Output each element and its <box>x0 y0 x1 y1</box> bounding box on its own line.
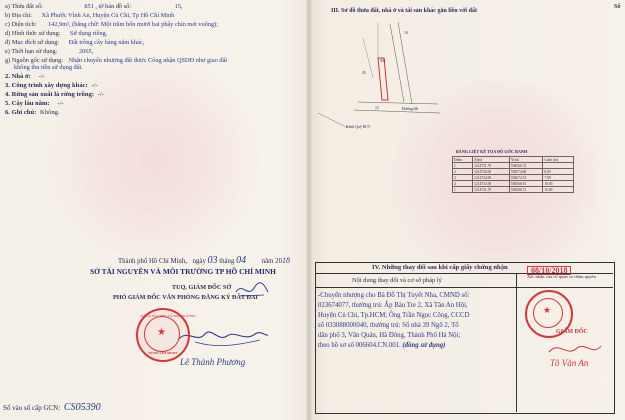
section-perennial <box>5 100 64 107</box>
certificate-number <box>3 404 101 412</box>
row-label: b) Địa chỉ: <box>5 12 32 19</box>
road-line <box>358 102 438 104</box>
star-icon: ★ <box>157 327 166 338</box>
content-line: -Chuyển nhượng cho Bà Đỗ Thị Tuyết Nha, CMND số: <box>318 292 470 299</box>
section-forest <box>5 91 104 98</box>
table-cell: 594574.66 <box>509 169 542 175</box>
row-usage-term <box>5 48 93 55</box>
table-cell: 1214734.00 <box>473 175 510 181</box>
section-label: Công trình xây dựng khác: <box>11 82 88 89</box>
boundary-line <box>390 24 404 102</box>
map-canal-label: Kênh Quỹ ĐCT <box>346 125 371 129</box>
table-cell: 10,00 <box>543 187 574 193</box>
initial-signature <box>234 278 270 302</box>
table-cell: 1214731.79 <box>473 163 510 169</box>
table-header: X(m) <box>473 157 510 163</box>
confirm-signer: Tô Văn An <box>550 358 589 368</box>
canal-line <box>318 113 348 128</box>
row-area <box>5 21 218 28</box>
section-num: 2. <box>5 73 10 80</box>
row-address <box>5 12 174 19</box>
table-header: Cạnh (m) <box>543 157 574 163</box>
row-value: 15, <box>174 3 183 10</box>
table-cell: 2 <box>453 169 473 175</box>
agency-name: SỞ TÀI NGUYÊN VÀ MÔI TRƯỜNG TP HỒ CHÍ MINH <box>90 267 276 276</box>
map-road-label: Đường đất <box>402 107 419 111</box>
table-cell: 594566.72 <box>509 187 542 193</box>
content-note: (đồng sử dụng) <box>402 342 446 349</box>
official-seal <box>136 308 196 362</box>
map-lot-label: 16 <box>404 31 408 35</box>
parcel-map <box>318 18 498 138</box>
row-label: , tờ bản đồ số: <box>95 3 132 10</box>
row-origin-cont: không thu tiền sử dụng đất. <box>14 64 83 71</box>
row-label: d) Hình thức sử dụng: <box>5 30 61 37</box>
cert-value: CS05390 <box>63 402 101 413</box>
table-row <box>453 187 574 193</box>
issue-date <box>118 257 290 265</box>
map-parcel-label: 851 <box>380 59 386 63</box>
month-value: 04 <box>236 255 247 266</box>
map-lot-label: 15 <box>375 106 379 110</box>
coord-table <box>452 156 574 193</box>
confirm-role: GIÁM ĐỐC <box>556 329 588 335</box>
table-header: Điểm <box>453 157 473 163</box>
section-value: -/- <box>38 73 45 80</box>
month-label: tháng <box>219 258 235 265</box>
seal-text-bottom: TP HỒ CHÍ MINH <box>148 351 177 355</box>
table-cell: 3 <box>453 175 473 181</box>
table-cell: 1214713.39 <box>473 181 510 187</box>
year-value: 18 <box>281 256 290 265</box>
content-line: dân phố 3, Văn Quán, Hà Đông, Thành Phố Hà Nội; <box>318 332 461 339</box>
section-label: Rừng sản xuất là rừng trồng: <box>11 91 95 98</box>
table-cell: 1214731.79 <box>473 187 510 193</box>
row-label: g) Nguồn gốc sử dụng: <box>5 57 63 64</box>
changes-col-divider <box>516 273 517 412</box>
section4-title: IV. Những thay đổi sau khi cấp giấy chứng nhận <box>372 264 508 271</box>
table-cell: 594566.81 <box>509 181 542 187</box>
col-content-header: Nội dung thay đổi và cơ sở pháp lý <box>352 277 442 284</box>
table-cell: 4 <box>453 181 473 187</box>
page-mark: Số <box>614 4 621 10</box>
row-value: Sử dụng riêng, <box>70 30 108 37</box>
background-pattern-left <box>40 60 270 260</box>
row-label: a) Thửa đất số: <box>5 3 43 10</box>
row-label: đ) Mục đích sử dụng: <box>5 39 60 46</box>
table-cell: 594566.72 <box>509 163 542 169</box>
content-text: theo hồ sơ số 006604.CN.001. <box>318 342 401 349</box>
map-dim-label: 45 <box>362 71 366 75</box>
tuq-label: TUQ. GIÁM ĐỐC SỞ <box>172 284 232 291</box>
section-value: -/- <box>97 91 104 98</box>
confirm-signature <box>545 338 605 360</box>
table-cell: 1214732.00 <box>473 169 510 175</box>
coord-table-title: BẢNG LIỆT KÊ TỌA ĐỘ GÓC RANH <box>456 149 528 154</box>
star-icon: ★ <box>543 305 552 315</box>
row-label: c) Diện tích: <box>5 21 37 28</box>
day-value: 03 <box>207 255 218 266</box>
col-confirm-header: Xác nhận của cơ quan có thẩm quyền <box>527 274 596 279</box>
content-line: Huyện Củ Chi, Tp.HCM; Ông Trần Ngọc Công, CCCD <box>318 312 470 319</box>
deputy-title: PHÓ GIÁM ĐỐC VĂN PHÒNG ĐĂNG KÝ ĐẤT ĐAI <box>113 294 258 301</box>
section3-title: III. Sơ đồ thửa đất, nhà ở và tài sản khác gắn liền với đất <box>331 8 477 14</box>
section-value: -/- <box>57 100 64 107</box>
section-value: -/- <box>91 82 98 89</box>
page-fold <box>306 0 312 420</box>
table-cell: 594574.74 <box>509 175 542 181</box>
table-cell: 1 <box>453 163 473 169</box>
section-num: 5. <box>5 100 10 107</box>
section-house <box>5 73 45 80</box>
section-value: Không. <box>40 109 60 116</box>
cert-label: Số vào sổ cấp GCN: <box>3 404 61 412</box>
row-parcel <box>5 3 183 10</box>
table-cell: 1 <box>453 187 473 193</box>
table-cell: 8,00 <box>543 169 574 175</box>
day-label: ngày <box>192 258 206 265</box>
road-line <box>354 110 440 113</box>
issue-city: Thành phố Hồ Chí Minh, <box>118 258 187 265</box>
table-header: Y(m) <box>509 157 542 163</box>
section-label: Ghi chú: <box>11 109 37 116</box>
row-origin <box>5 57 227 64</box>
content-line <box>318 342 445 349</box>
row-usage-purpose <box>5 39 144 46</box>
content-line: 023674077, thường trú: Ấp Bàu Tre 2, Xã Tân An Hội, <box>318 302 468 309</box>
row-value: 2065, <box>79 48 94 55</box>
row-label: e) Thời hạn sử dụng: <box>5 48 58 55</box>
row-value: Nhận chuyển nhượng đất được Công nhận QSDĐ như giao đất <box>68 57 228 64</box>
date-stamp: 08/10/2018 <box>527 266 571 275</box>
table-cell: 18,00 <box>543 181 574 187</box>
row-value: Đất trồng cây hàng năm khác, <box>68 39 145 46</box>
content-line: số 033088000040, thường trú: Số nhà 39 Ngõ 2, Tổ <box>318 322 459 329</box>
table-cell: 7,99 <box>543 175 574 181</box>
row-value: 851 <box>84 3 94 10</box>
section-other-construction <box>5 82 98 89</box>
signer-name: Lê Thành Phương <box>180 357 246 367</box>
section-num: 4. <box>5 91 10 98</box>
section-num: 6. <box>5 109 10 116</box>
section-label: Cây lâu năm: <box>11 100 50 107</box>
section-label: Nhà ở: <box>11 73 31 80</box>
row-value: 142,9m², (bằng chữ: Một trăm bốn mươi hai phẩy chín mét vuông); <box>48 21 219 28</box>
section-num: 3. <box>5 82 10 89</box>
row-usage-form <box>5 30 107 37</box>
row-value: Xã Phước Vĩnh An, Huyện Củ Chi, Tp Hồ Chí Minh <box>41 12 175 19</box>
year-label: năm 20 <box>261 258 282 265</box>
section-notes <box>5 109 60 116</box>
seal-text-top: SỞ TÀI NGUYÊN VÀ MÔI TRƯỜNG <box>140 314 196 318</box>
